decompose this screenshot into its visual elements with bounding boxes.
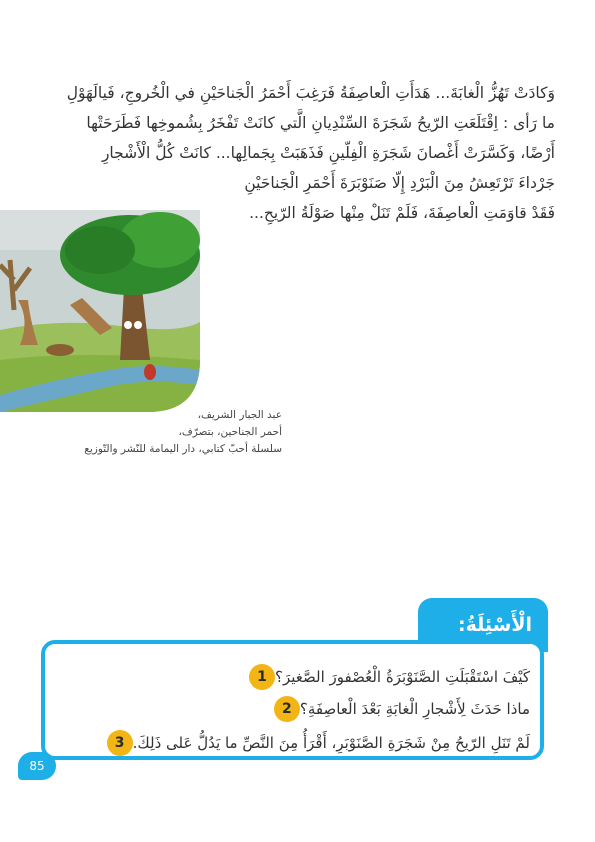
question-item: [264, 696, 530, 722]
question-item: [97, 730, 530, 756]
story-line: ما رَأى : اِقْتَلَعَتِ الرّيحُ شَجَرَةَ السِّنْدِيانِ الَّتي كانَتْ تَفْخَرُ بِشُموخِها فَطَرَحَتْها: [86, 114, 555, 132]
story-line: أَرْضًا، وَكَسَّرَتْ أَغْصانَ شَجَرَةِ الْفِلّينِ فَذَهَبَتْ بِجَمالِها... كانَتْ كُلُّ الْأَشْجارِ: [101, 144, 555, 162]
question-item: [239, 664, 530, 690]
question-number-badge: 2: [274, 696, 300, 722]
question-text: ماذا حَدَثَ لِأَشْجارِ الْغابَةِ بَعْدَ الْعاصِفَةِ؟: [299, 700, 530, 718]
question-number-badge: 1: [249, 664, 275, 690]
question-text: كَيْفَ اسْتَقْبَلَتِ الصَّنَوْبَرَةُ الْعُصْفورَ الصَّغيرَ؟: [275, 668, 530, 686]
questions-title: الْأَسْئِلَةُ:: [458, 614, 532, 636]
page-number: 85: [18, 752, 56, 780]
source-citation: [84, 407, 282, 458]
story-line: فَقَدْ قاوَمَتِ الْعاصِفَةَ، فَلَمْ تَنَلْ مِنْها صَوْلَةُ الرّيحِ...: [249, 204, 555, 222]
story-line: جَرْداءَ تَرْتَعِشُ مِنَ الْبَرْدِ إِلّا صَنَوْبَرَةَ أَحْمَرِ الْجَناحَيْنِ: [244, 174, 555, 192]
citation-author: عبد الجبار الشريف،: [197, 409, 282, 421]
citation-book: أحمر الجناحين، بتصرّف،: [178, 426, 282, 438]
story-line: وَكادَتْ تَهُزُّ الْغابَةَ... هَدَأَتِ الْعاصِفَةُ فَرَغِبَ أَحْمَرُ الْجَناحَيْنِ في الْخُروجِ، فَيالَهَوْلِ: [66, 84, 555, 102]
forest-illustration: [0, 210, 200, 412]
citation-series: سلسلة أحبّ كتابي، دار اليمامة للنّشر والتّوزيع: [84, 443, 282, 455]
story-text: [40, 78, 555, 228]
question-text: لَمْ تَنَلِ الرّيحُ مِنْ شَجَرَةِ الصَّنَوْبَرِ، أَقْرَأُ مِنَ النَّصِّ ما يَدُلُّ عَلى ذَلِكَ.: [132, 734, 530, 752]
question-number-badge: 3: [107, 730, 133, 756]
questions-box: [41, 640, 544, 760]
storm-forest-picture: [0, 210, 200, 412]
